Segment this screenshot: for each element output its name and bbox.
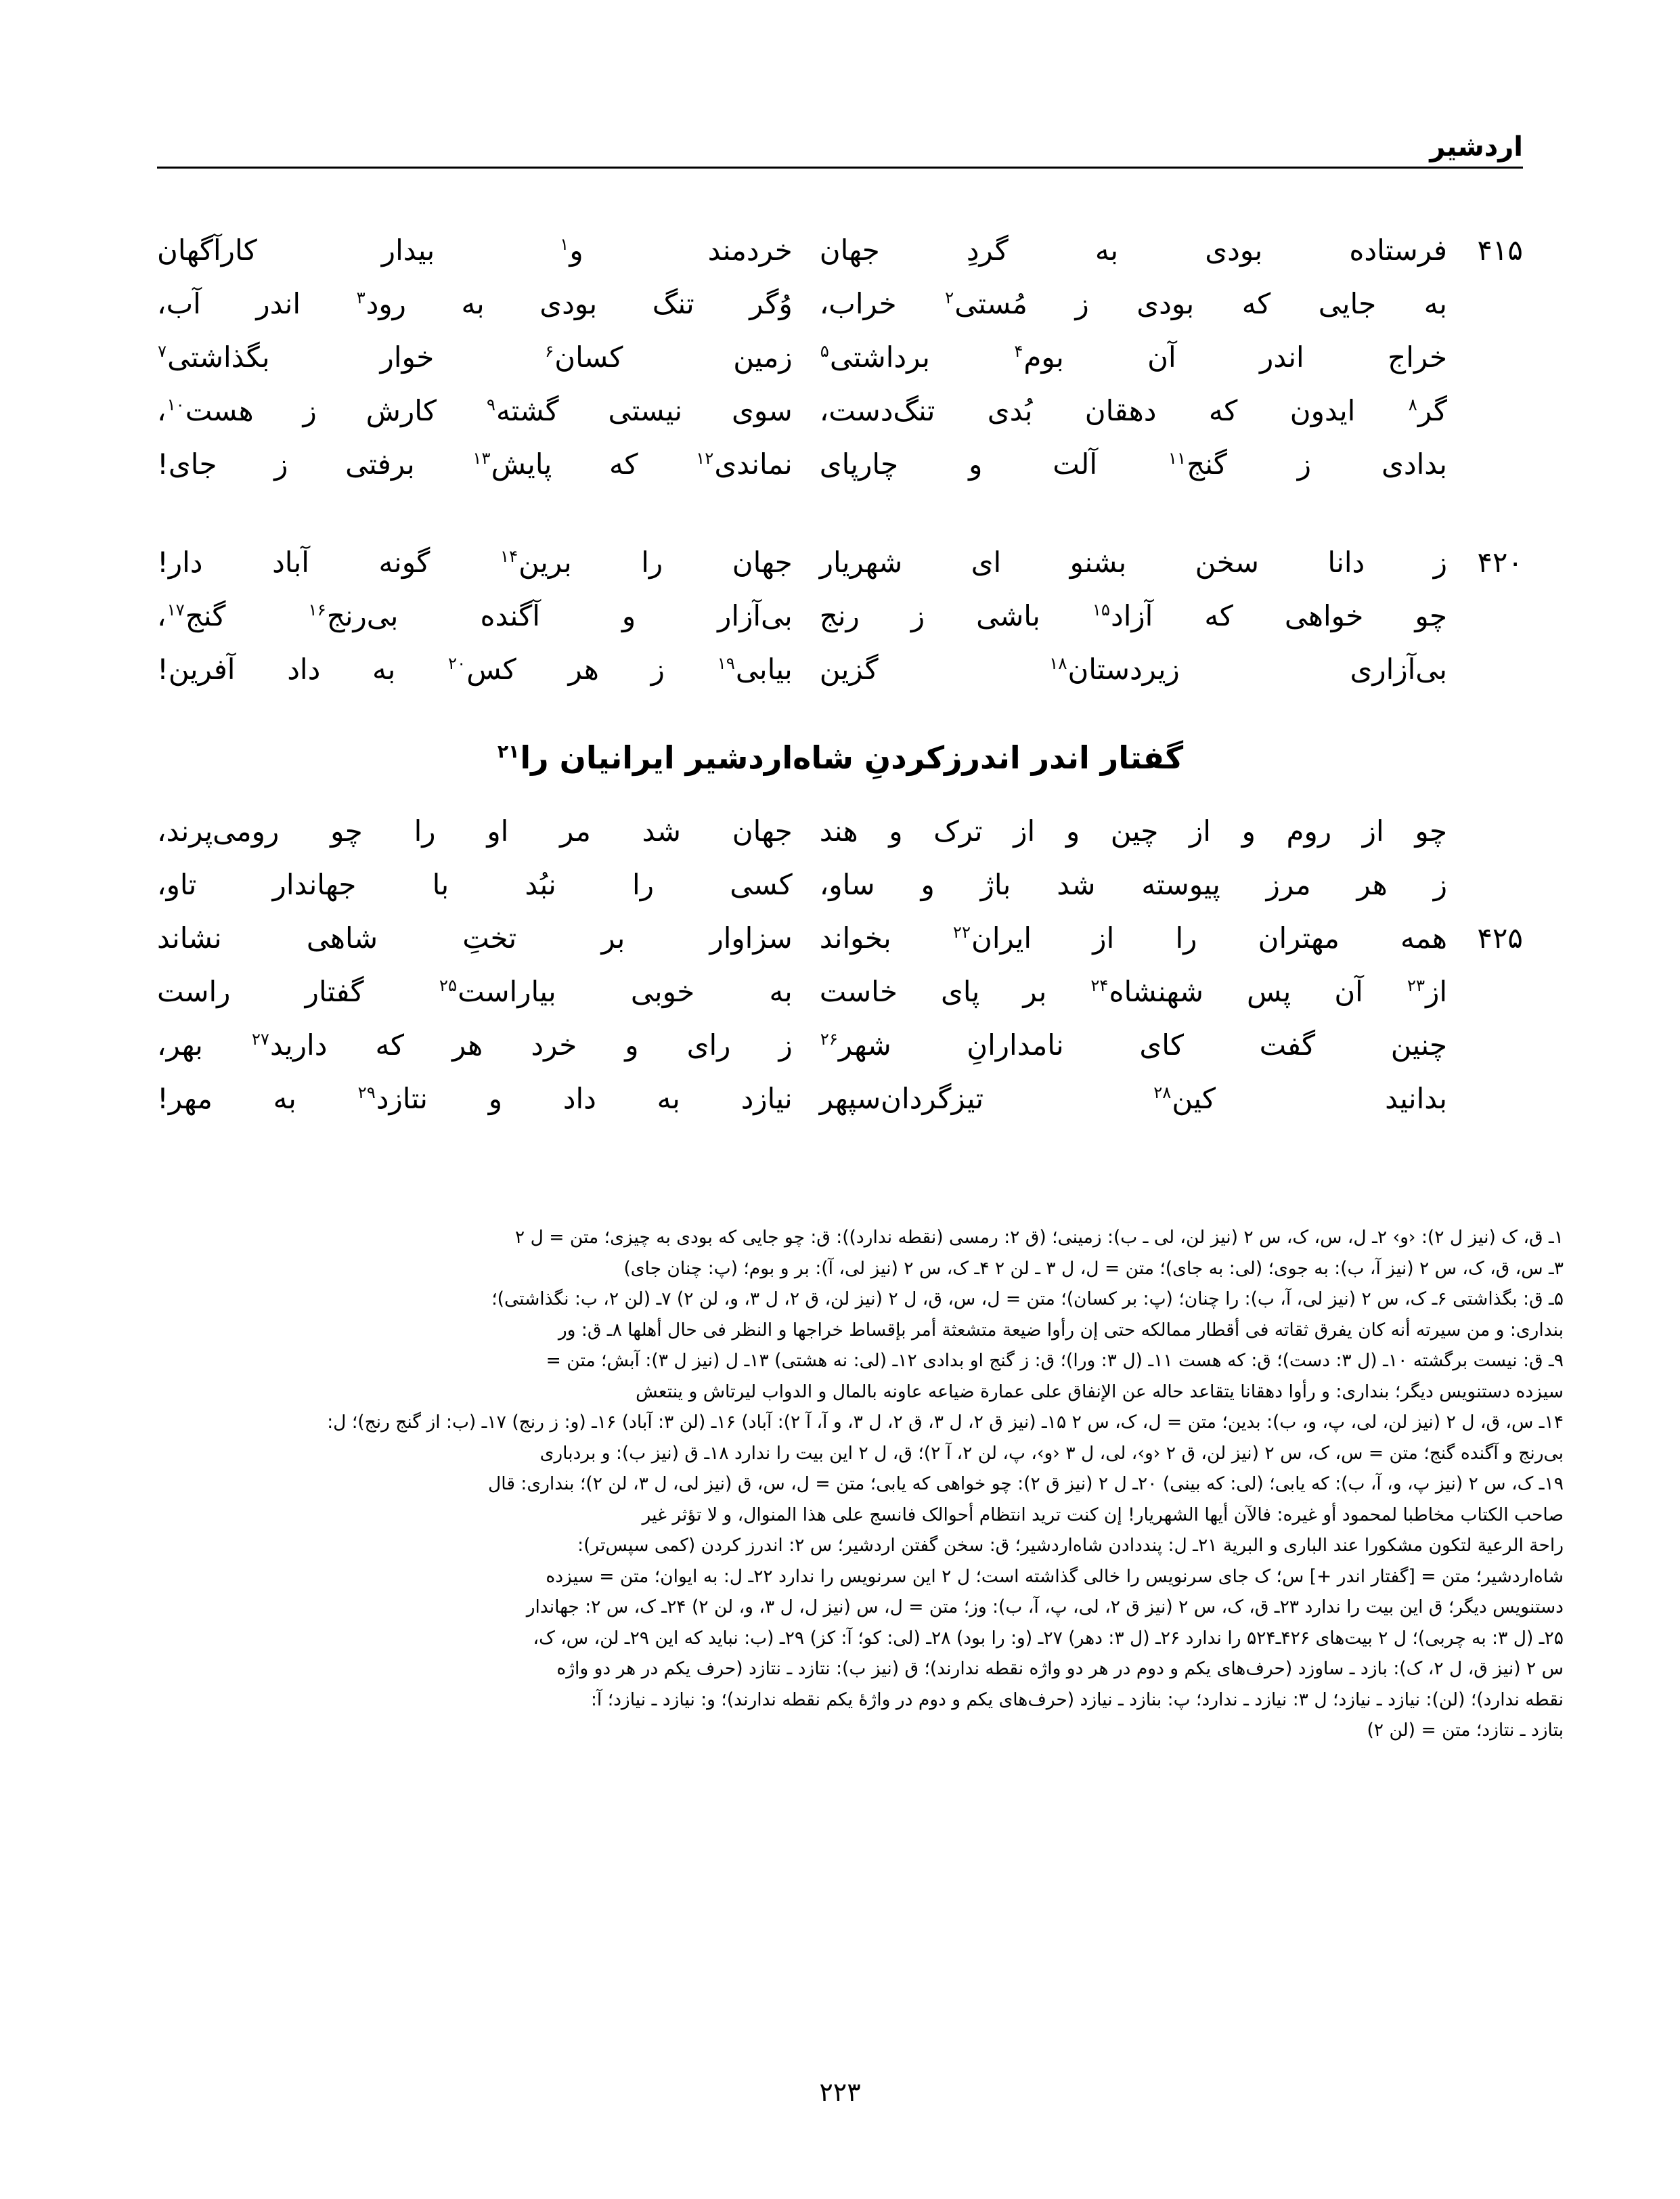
hemistich-first-text: به جایی که بودی ز مُستی$^۲$ خراب،: [819, 287, 1447, 320]
verse-couplet: [157, 536, 1523, 589]
verse-couplet: [157, 330, 1523, 384]
footnote-line: ۳ـ س، ق، ک، س ۲ (نیز آ، ب): به جوی؛ (لی: به جای)؛ متن = ل، ل ۳ ـ لن ۲ ۴ـ ک، س ۲ (نیز لی، آ): بر و بوم؛ (پ: چنان جای): [623, 1257, 1564, 1279]
verse-couplet: [157, 965, 1523, 1018]
verse-couplet: [157, 804, 1523, 858]
verse-couplet: [157, 858, 1523, 911]
footnote-marker: ۱۵: [1092, 600, 1110, 619]
footnote-marker: ۱۸: [1049, 653, 1067, 673]
footnote-line: ۱ـ ق، ک (نیز ل ۲): ‹و› ۲ـ ل، س، ک، س ۲ (نیز لن، لی ـ ب): زمینی؛ (ق ۲: رمسی (نقطه ندارد)): ق: چو جایی که بودی به چیزی؛ متن = ل ۲: [514, 1227, 1564, 1248]
footnote-marker: ۱۴: [500, 546, 518, 566]
hemistich-first: [820, 330, 1523, 384]
hemistich-first: [820, 223, 1523, 277]
footnote-marker: ۱۲: [696, 448, 714, 468]
verse-body: [157, 223, 1523, 1125]
hemistich-second: بی‌آزار و آگنده بی‌رنج$^{۱۶}$ گنج$^{۱۷}$،: [157, 599, 793, 632]
hemistich-second: جهان را برین$^{۱۴}$ گونه آباد دار!: [157, 546, 793, 579]
verse-line-number: ۴۲۵: [1477, 921, 1523, 955]
hemistich-second: سوی نیستی گشته$^۹$ کارش ز هست$^{۱۰}$،: [157, 394, 793, 427]
footnote-line: س ۲ (نیز ق، ل ۲، ک): بازد ـ ساوزد (حرف‌های یکم و دوم در هر دو واژه نقطه ندارند)؛ ق (نیز ب): نتازد ـ نتازد (حرف یکم در هر دو واژه: [556, 1658, 1564, 1679]
footnote-marker: ۶: [545, 341, 554, 361]
hemistich-first: [820, 437, 1523, 491]
footnote-line: دستنویس دیگر؛ ق این بیت را ندارد ۲۳ـ ق، ک، س ۲ (نیز ق ۲، لی، پ، آ، ب): وز؛ متن = ل، س (نیز ل، ل ۳، و، لن ۲) ۲۴ـ ک، س ۲: جهاندار: [526, 1596, 1564, 1617]
verse-couplet: [157, 589, 1523, 643]
stanza-415: [157, 223, 1523, 491]
hemistich-second: وُگر تنگ بودی به رود$^۳$ اندر آب،: [157, 287, 793, 320]
hemistich-first-text: خراج اندر آن بوم$^۴$ برداشتی$^۵$: [820, 341, 1447, 374]
footnote-marker: ۲۵: [439, 976, 458, 995]
footnote-line: نقطه ندارد)؛ (لن): نیازد ـ نیازد؛ ل ۳: نیازد ـ ندارد؛ پ: بنازد ـ نیازد (حرف‌های یکم و دوم در واژۀ یکم نقطه ندارند)؛ و: نیازد ـ نیازد؛ آ:: [590, 1689, 1564, 1710]
hemistich-first: [820, 643, 1523, 696]
section-heading-text: گفتار اندر اندرزکردنِ شاه‌اردشیر ایرانیان را: [520, 739, 1184, 776]
footnote-marker: ۱۳: [472, 448, 491, 468]
hemistich-second: بیابی$^{۱۹}$ ز هر کس$^{۲۰}$ به داد آفرین!: [157, 653, 793, 686]
hemistich-first-text: گر$^۸$ ایدون که دهقان بُدی تنگ‌دست،: [819, 394, 1447, 427]
hemistich-first-text: همه مهتران را از ایران$^{۲۲}$ بخواند: [819, 921, 1447, 955]
hemistich-first-text: چو از روم و از چین و از ترک و هند: [819, 814, 1447, 848]
verse-couplet: [157, 643, 1523, 696]
footnote-line: صاحب الکتاب مخاطبا لمحمود أو غیره: فالآن أیها الشهریار! إن کنت ترید انتظام أحوالک فانسج علی هذا المنوال، و لا تؤثر غیر: [642, 1504, 1564, 1525]
hemistich-first-text: از$^{۲۳}$ آن پس شهنشاه$^{۲۴}$ بر پای خاست: [819, 975, 1448, 1008]
footnote-line: ۵ـ ق: بگذاشتی ۶ـ ک، س ۲ (نیز لی، آ، ب): را چنان؛ (پ: بر کسان)؛ متن = ل، س، ق، ل ۲ (نیز لن، ق ۲، ل ۳، و، لن ۲) ۷ـ (لن ۲، ب: نگذاشتی)؛: [491, 1288, 1564, 1309]
footnote-marker: ۱۰: [167, 395, 185, 414]
hemistich-first-text: فرستاده بودی به گردِ جهان: [819, 234, 1447, 267]
footnote-marker: ۴: [1014, 341, 1023, 361]
hemistich-first: [820, 1072, 1523, 1125]
hemistich-second: ز رای و خرد هر که دارید$^{۲۷}$ بهر،: [157, 1028, 793, 1062]
footnote-marker: ۷: [158, 341, 167, 361]
verse-couplet: [157, 437, 1523, 491]
footnote-marker: ۲۷: [251, 1029, 270, 1049]
hemistich-first-text: بدانید کین$^{۲۸}$ تیزگردان‌سپهر: [819, 1082, 1447, 1115]
hemistich-first-text: ز هر مرز پیوسته شد باژ و ساو،: [819, 868, 1447, 901]
hemistich-first: [820, 589, 1523, 643]
stanza-425: [157, 804, 1523, 1125]
hemistich-first: [820, 1018, 1523, 1072]
hemistich-first-text: چنین گفت کای نامدارانِ شهر$^{۲۶}$: [820, 1028, 1447, 1062]
footnote-line: بتازد ـ نتازد؛ متن = (لن ۲): [1367, 1720, 1564, 1741]
hemistich-second: سزاوار بر تختِ شاهی نشاند: [157, 921, 793, 955]
footnote-line: شاه‌اردشیر؛ متن = [گفتار اندر +] س؛ ک جای سرنویس را خالی گذاشته است؛ ل ۲ این سرنویس را ندارد ۲۲ـ ل: به ایوان؛ متن = سیزده: [546, 1565, 1564, 1587]
footnote-marker: ۲۲: [952, 922, 971, 942]
hemistich-second: به خوبی بیاراست$^{۲۵}$ گفتار راست: [157, 975, 793, 1008]
hemistich-second: کسی را نبُد با جهاندار تاو،: [157, 868, 793, 901]
section-heading-footnote-marker: ۲۱: [497, 741, 520, 762]
verse-line-number: ۴۲۰: [1477, 546, 1523, 579]
hemistich-second: خردمند و$^۱$ بیدار کارآگهان: [157, 234, 793, 267]
hemistich-first: [820, 277, 1523, 330]
running-head-area: [157, 133, 1523, 169]
footnote-line: بی‌رنج و آگنده گنج؛ متن = س، ک، س ۲ (نیز لن، ق ۲ ‹و›، لی، ل ۳ ‹و›، پ، لن ۲، آ ۲)؛ ق، ل ۲ این بیت را ندارد ۱۸ـ ق (نیز ب): و بردباری: [539, 1442, 1564, 1464]
footnote-marker: ۵: [820, 341, 829, 361]
footnote-line: بنداری: و من سیرته أنه کان یفرق ثقاته فی أقطار ممالکه حتی إن رأوا ضیعة متشعثة أمر بإقساط خراجها و النظر فی حال أهلها ۸ـ ق: ور: [558, 1319, 1564, 1341]
hemistich-first: [820, 536, 1523, 589]
verse-line-number: ۴۱۵: [1477, 234, 1523, 267]
page-number: ۲۲۳: [819, 2077, 861, 2107]
footnote-line: راحة الرعیة لتکون مشکورا عند الباری و البریة ۲۱ـ ل: پنددادن شاه‌اردشیر؛ ق: سخن گفتن اردشیر؛ س ۲: اندرز کردن (کمی سپس‌تر):: [577, 1535, 1564, 1556]
footnote-line: ۱۹ـ ک، س ۲ (نیز پ، و، آ، ب): که یابی؛ (لی: که بینی) ۲۰ـ ل ۲ (نیز ق ۲): چو خواهی که یابی؛ متن = ل، س، ق (نیز لی، ل ۳، لن ۲)؛ بنداری: قال: [487, 1473, 1564, 1494]
hemistich-first-text: ز دانا سخن بشنو ای شهریار: [819, 546, 1447, 579]
footnote-marker: ۱۷: [167, 600, 185, 619]
hemistich-first: [820, 911, 1523, 965]
hemistich-first-text: بدادی ز گنج$^{۱۱}$ آلت و چارپای: [819, 448, 1447, 481]
footnote-marker: ۹: [486, 395, 496, 414]
hemistich-first: [820, 384, 1523, 437]
footnote-marker: ۱۹: [717, 653, 735, 673]
footnote-marker: ۱: [560, 234, 569, 254]
stanza-420: [157, 536, 1523, 696]
hemistich-second: زمین کسان$^۶$ خوار بگذاشتی$^۷$: [158, 341, 793, 374]
footnote-marker: ۲۴: [1090, 976, 1109, 995]
hemistich-first: [820, 858, 1523, 911]
footnote-line: ۱۴ـ س، ق، ل ۲ (نیز لن، لی، پ، و، ب): بدین؛ متن = ل، ک، س ۲ ۱۵ـ (نیز ق ۲، ل ۳، ق ۲، ل ۳، و آ، آ ۲): آباد) ۱۶ـ (لن ۳: آباد) ۱۶ـ (و: ز رنج) ۱۷ـ (ب: از گنج رنج)؛ ل:: [327, 1412, 1564, 1433]
footnote-marker: ۳: [356, 288, 366, 307]
footnote-marker: ۲۸: [1153, 1083, 1172, 1102]
hemistich-first: [820, 804, 1523, 858]
footnote-marker: ۱۶: [308, 600, 326, 619]
verse-couplet: [157, 223, 1523, 277]
footnote-marker: ۲: [945, 288, 954, 307]
verse-couplet: [157, 277, 1523, 330]
running-head-title: اردشیر: [1430, 131, 1523, 162]
footnote-line: سیزده دستنویس دیگر؛ بنداری: و رأوا دهقانا یتقاعد حاله عن الإنفاق علی عمارة ضیاعه عاونه بالمال و الدواب لیرتاش و ینتعش: [636, 1380, 1564, 1402]
footnote-marker: ۲۹: [357, 1083, 376, 1102]
footnote-line: ۹ـ ق: نیست برگشته ۱۰ـ (ل ۳: دست)؛ ق: که هست ۱۱ـ (ل ۳: ورا)؛ ق: ز گنج او بدادی ۱۲ـ (لی: نه هشتی) ۱۳ـ ل (نیز ل ۳): آبش؛ متن =: [546, 1350, 1564, 1371]
footnote-marker: ۲۰: [448, 653, 466, 673]
footnote-line: ۲۵ـ (ل ۳: به چربی)؛ ل ۲ بیت‌های ۴۲۶ـ۵۲۴ را ندارد ۲۶ـ (ل ۳: دهر) ۲۷ـ (و: را بود) ۲۸ـ (لی: کو؛ آ: کز) ۲۹ـ (ب: نباید که این ۲۹ـ لن، س، ک،: [533, 1627, 1564, 1649]
hemistich-second: نیازد به داد و نتازد$^{۲۹}$ به مهر!: [157, 1082, 793, 1115]
footnote-apparatus: [116, 1222, 1564, 1746]
verse-couplet: [157, 1072, 1523, 1125]
section-heading: [157, 739, 1523, 777]
hemistich-second: نماندی$^{۱۲}$ که پایش$^{۱۳}$ برفتی ز جای!: [157, 448, 793, 481]
footnote-marker: ۲۳: [1407, 976, 1425, 995]
verse-couplet: [157, 911, 1523, 965]
hemistich-first: [820, 965, 1523, 1018]
header-divider-rule: [157, 167, 1523, 169]
hemistich-first-text: چو خواهی که آزاد$^{۱۵}$ باشی ز رنج: [819, 599, 1447, 632]
hemistich-second: جهان شد مر او را چو رومی‌پرند،: [157, 814, 793, 848]
footnote-marker: ۲۶: [820, 1029, 838, 1049]
hemistich-first-text: بی‌آزاری زیردستان$^{۱۸}$ گزین: [819, 653, 1447, 686]
verse-couplet: [157, 1018, 1523, 1072]
verse-couplet: [157, 384, 1523, 437]
footnote-marker: ۱۱: [1168, 448, 1187, 468]
footnote-marker: ۸: [1408, 395, 1417, 414]
